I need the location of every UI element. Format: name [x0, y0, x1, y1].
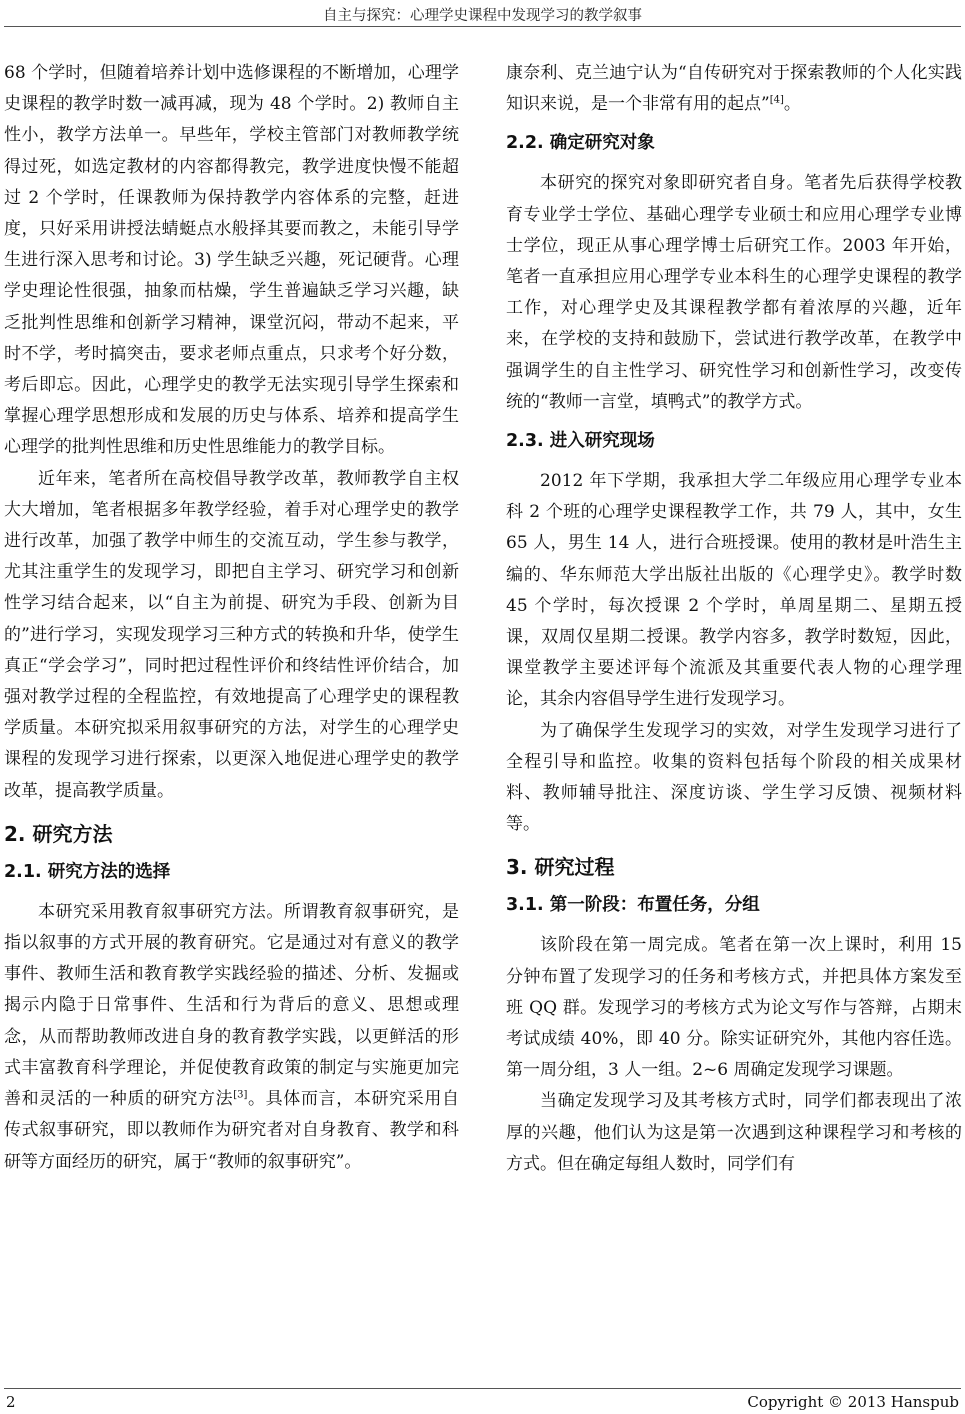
citation-ref[interactable]: [3]	[233, 1089, 248, 1101]
subsection-heading: 2.2. 确定研究对象	[506, 133, 655, 154]
paragraph: 2012 年下学期，我承担大学二年级应用心理学专业本科 2 个班的心理学史课程教学工作，共 79 人，其中，女生 65 人，男生 14 人，进行合班授课。使用的教材是叶浩生主编的、华东师范大学出版社出版的《心理学史》。教学时数 45 个学时，每次授课 2 个学时，单周星期二、星期五授课，双周仅星期二授课。教学内容多，教学时数短，因此，课堂教学主要述评每个流派及其重要代表人物的心理学理论，其余内容倡导学生进行发现学习。	[506, 471, 962, 710]
left-column	[4, 58, 459, 1178]
paragraph	[4, 897, 459, 1178]
paragraph-text: 本研究采用教育叙事研究方法。所谓教育叙事研究，是指以叙事的方式开展的教育研究。它是通过对有意义的教学事件、教师生活和教育教学实践经验的描述、分析、发掘或揭示内隐于日常事件、生活和行为背后的意义、思想或理念，从而帮助教师改进自身的教育教学实践，以更鲜活的形式丰富教育科学理论，并促使教育政策的制定与实施更加完善和灵活的一种质的研究方法	[4, 901, 459, 1110]
paragraph: 本研究的探究对象即研究者自身。笔者先后获得学校教育专业学士学位、基础心理学专业硕士和应用心理学专业博士学位，现正从事心理学博士后研究工作。2003 年开始，笔者一直承担应用心理学专业本科生的心理学史课程的教学工作，对心理学史及其课程教学都有着浓厚的兴趣，近年来，在学校的支持和鼓励下，尝试进行教学改革，在教学中强调学生的自主性学习、研究性学习和创新性学习，改变传统的“教师一言堂，填鸭式”的教学方式。	[506, 173, 962, 412]
running-header: 自主与探究：心理学史课程中发现学习的教学叙事	[323, 8, 642, 24]
paragraph: 为了确保学生发现学习的实效，对学生发现学习进行了全程引导和监控。收集的资料包括每个阶段的相关成果材料、教师辅导批注、深度访谈、学生学习反馈、视频材料等。	[506, 720, 962, 835]
page-number: 2	[6, 1393, 16, 1411]
subsection-heading: 2.3. 进入研究现场	[506, 431, 655, 452]
section-heading: 3. 研究过程	[506, 855, 615, 880]
section-heading: 2. 研究方法	[4, 821, 113, 846]
right-column	[506, 58, 962, 1180]
footer-rule	[4, 1388, 961, 1389]
subsection-heading: 3.1. 第一阶段：布置任务，分组	[506, 895, 760, 916]
header-rule	[4, 26, 961, 27]
paragraph-text: 。具体而言，本研究采用自传式叙事研究，即以教师作为研究者对自身教育、教学和科研等方面经历的研究，属于“教师的叙事研究”。	[4, 1089, 460, 1172]
paragraph: 该阶段在第一周完成。笔者在第一次上课时，利用 15 分钟布置了发现学习的任务和考核方式，并把具体方案发至班 QQ 群。发现学习的考核方式为论文写作与答辩，占期末考试成绩 40%，即 40 分。除实证研究外，其他内容任选。第一周分组，3 人一组。2~6 周确定发现学习课题。	[506, 935, 962, 1081]
paragraph-text: 康奈利、克兰迪宁认为“自传研究对于探索教师的个人化实践知识来说，是一个非常有用的起点”	[506, 63, 962, 115]
paragraph-text: 。	[783, 94, 801, 115]
paragraph: 68 个学时，但随着培养计划中选修课程的不断增加，心理学史课程的教学时数一减再减，现为 48 个学时。2) 教师自主性小，教学方法单一。早些年，学校主管部门对教师教学统得过死，如选定教材的内容都得教完，教学进度快慢不能超过 2 个学时，任课教师为保持教学内容体系的完整，赶进度，只好采用讲授法蜻蜓点水般择其要而教之，未能引导学生进行深入思考和讨论。3) 学生缺乏兴趣，死记硬背。心理学史理论性很强，抽象而枯燥，学生普遍缺乏学习兴趣，缺乏批判性思维和创新学习精神，课堂沉闷，带动不起来，平时不学，考时搞突击，要求老师点重点，只求考个好分数，考后即忘。因此，心理学史的教学无法实现引导学生探索和掌握心理学思想形成和发展的历史与体系、培养和提高学生心理学的批判性思维和历史性思维能力的教学目标。	[4, 63, 459, 458]
paragraph	[506, 58, 962, 120]
copyright-notice: Copyright © 2013 Hanspub	[747, 1393, 959, 1411]
subsection-heading: 2.1. 研究方法的选择	[4, 861, 171, 882]
citation-ref[interactable]: [4]	[769, 94, 784, 106]
paragraph: 当确定发现学习及其考核方式时，同学们都表现出了浓厚的兴趣，他们认为这是第一次遇到这种课程学习和考核的方式。但在确定每组人数时，同学们有	[506, 1091, 962, 1174]
paragraph: 近年来，笔者所在高校倡导教学改革，教师教学自主权大大增加，笔者根据多年教学经验，着手对心理学史的教学进行改革，加强了教学中师生的交流互动，学生参与教学，尤其注重学生的发现学习，即把自主学习、研究学习和创新性学习结合起来，以“自主为前提、研究为手段、创新为目的”进行学习，实现发现学习三种方式的转换和升华，使学生真正“学会学习”，同时把过程性评价和终结性评价结合，加强对教学过程的全程监控，有效地提高了心理学史的课程教学质量。本研究拟采用叙事研究的方法，对学生的心理学史课程的发现学习进行探索，以更深入地促进心理学史的教学改革，提高教学质量。	[4, 468, 459, 801]
